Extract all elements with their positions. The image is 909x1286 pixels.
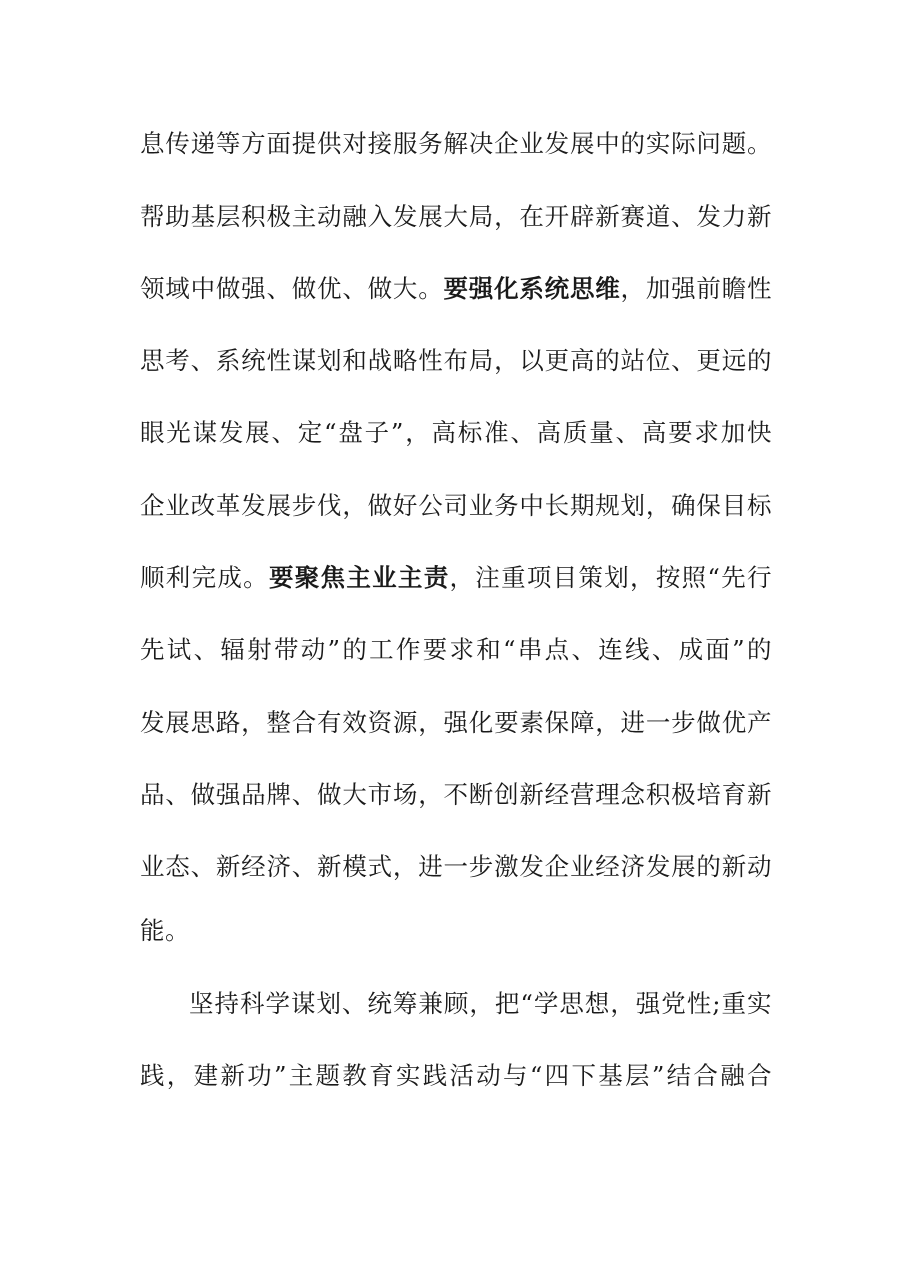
bold-heading-run: 要强化系统思维 xyxy=(443,274,621,303)
text-run: 领域中做强、做优、做大。 xyxy=(140,274,444,303)
text-line: 帮助基层积极主动融入发展大局，在开辟新赛道、发力新 xyxy=(140,202,772,231)
text-run: ，注重项目策划，按照“先行 xyxy=(449,563,773,592)
text-line: 息传递等方面提供对接服务解决企业发展中的实际问题。 xyxy=(140,129,772,158)
text-line: 坚持科学谋划、统筹兼顾，把“学思想，强党性;重实 xyxy=(189,989,772,1018)
text-line: 先试、辐射带动”的工作要求和“串点、连线、成面”的 xyxy=(140,635,772,664)
text-line: 业态、新经济、新模式，进一步激发企业经济发展的新动 xyxy=(140,852,772,881)
text-line: 发展思路，整合有效资源，强化要素保障，进一步做优产 xyxy=(140,708,772,737)
text-line xyxy=(140,269,772,309)
text-line xyxy=(140,558,772,598)
text-line: 品、做强品牌、做大市场，不断创新经营理念积极培育新 xyxy=(140,780,772,809)
text-line: 思考、系统性谋划和战略性布局，以更高的站位、更远的 xyxy=(140,346,772,375)
text-line: 践，建新功”主题教育实践活动与“四下基层”结合融合 xyxy=(140,1061,772,1090)
text-line: 眼光谋发展、定“盘子”，高标准、高质量、高要求加快 xyxy=(140,418,772,447)
text-line: 能。 xyxy=(140,916,190,945)
text-line: 企业改革发展步伐，做好公司业务中长期规划，确保目标 xyxy=(140,491,772,520)
text-run: ，加强前瞻性 xyxy=(620,274,773,303)
text-run: 顺利完成。 xyxy=(140,563,269,592)
bold-heading-run: 要聚焦主业主责 xyxy=(268,563,450,592)
